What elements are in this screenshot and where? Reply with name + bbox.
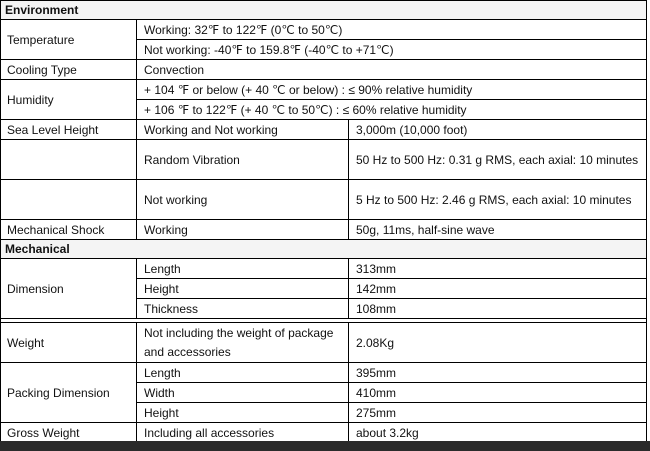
vibration-random-value: 50 Hz to 500 Hz: 0.31 g RMS, each axial: 10 minutes: [349, 140, 647, 180]
packing-length-value: 395mm: [349, 363, 647, 383]
table-row: [1, 323, 647, 363]
humidity-label: Humidity: [1, 80, 137, 120]
vibration-label-empty: [1, 180, 137, 220]
vibration-not-working-value: 5 Hz to 500 Hz: 2.46 g RMS, each axial: 10 minutes: [349, 180, 647, 220]
table-row: [1, 363, 647, 383]
table-row: [1, 180, 647, 220]
gross-weight-value: about 3.2kg: [349, 423, 647, 443]
table-row: [1, 259, 647, 279]
sea-level-label: Sea Level Height: [1, 120, 137, 140]
section-title-environment: Environment: [1, 1, 647, 20]
shock-label: Mechanical Shock: [1, 220, 137, 240]
bottom-bar: [0, 441, 650, 451]
humidity-line-1: + 104 ℉ or below (+ 40 ℃ or below) : ≤ 90% relative humidity: [137, 80, 647, 100]
gross-weight-condition: Including all accessories: [137, 423, 349, 443]
weight-label: Weight: [1, 323, 137, 363]
packing-label: Packing Dimension: [1, 363, 137, 423]
section-row-mechanical: [1, 240, 647, 259]
humidity-line-2: + 106 ℉ to 122℉ (+ 40 ℃ to 50℃) : ≤ 60% relative humidity: [137, 100, 647, 120]
packing-height-label: Height: [137, 403, 349, 423]
table-row: [1, 20, 647, 40]
weight-value: 2.08Kg: [349, 323, 647, 363]
packing-width-label: Width: [137, 383, 349, 403]
dimension-thickness-label: Thickness: [137, 299, 349, 319]
table-row: [1, 60, 647, 80]
section-row-environment: [1, 1, 647, 20]
dimension-height-label: Height: [137, 279, 349, 299]
vibration-not-working-condition: Not working: [137, 180, 349, 220]
vibration-label-empty: [1, 140, 137, 180]
dimension-label: Dimension: [1, 259, 137, 319]
dimension-thickness-value: 108mm: [349, 299, 647, 319]
shock-value: 50g, 11ms, half-sine wave: [349, 220, 647, 240]
cooling-label: Cooling Type: [1, 60, 137, 80]
dimension-length-value: 313mm: [349, 259, 647, 279]
temperature-label: Temperature: [1, 20, 137, 60]
sea-level-value: 3,000m (10,000 foot): [349, 120, 647, 140]
dimension-height-value: 142mm: [349, 279, 647, 299]
table-row: [1, 80, 647, 100]
temperature-not-working: Not working: -40℉ to 159.8℉ (-40℃ to +71℃): [137, 40, 647, 60]
table-row: [1, 140, 647, 180]
section-title-mechanical: Mechanical: [1, 240, 647, 259]
weight-condition: Not including the weight of package and accessories: [137, 323, 349, 363]
packing-length-label: Length: [137, 363, 349, 383]
dimension-length-label: Length: [137, 259, 349, 279]
table-row: [1, 423, 647, 443]
vibration-random-condition: Random Vibration: [137, 140, 349, 180]
packing-height-value: 275mm: [349, 403, 647, 423]
temperature-working: Working: 32℉ to 122℉ (0℃ to 50℃): [137, 20, 647, 40]
table-row: [1, 220, 647, 240]
gross-weight-label: Gross Weight: [1, 423, 137, 443]
sea-level-condition: Working and Not working: [137, 120, 349, 140]
cooling-value: Convection: [137, 60, 647, 80]
packing-width-value: 410mm: [349, 383, 647, 403]
table-row: [1, 120, 647, 140]
shock-condition: Working: [137, 220, 349, 240]
